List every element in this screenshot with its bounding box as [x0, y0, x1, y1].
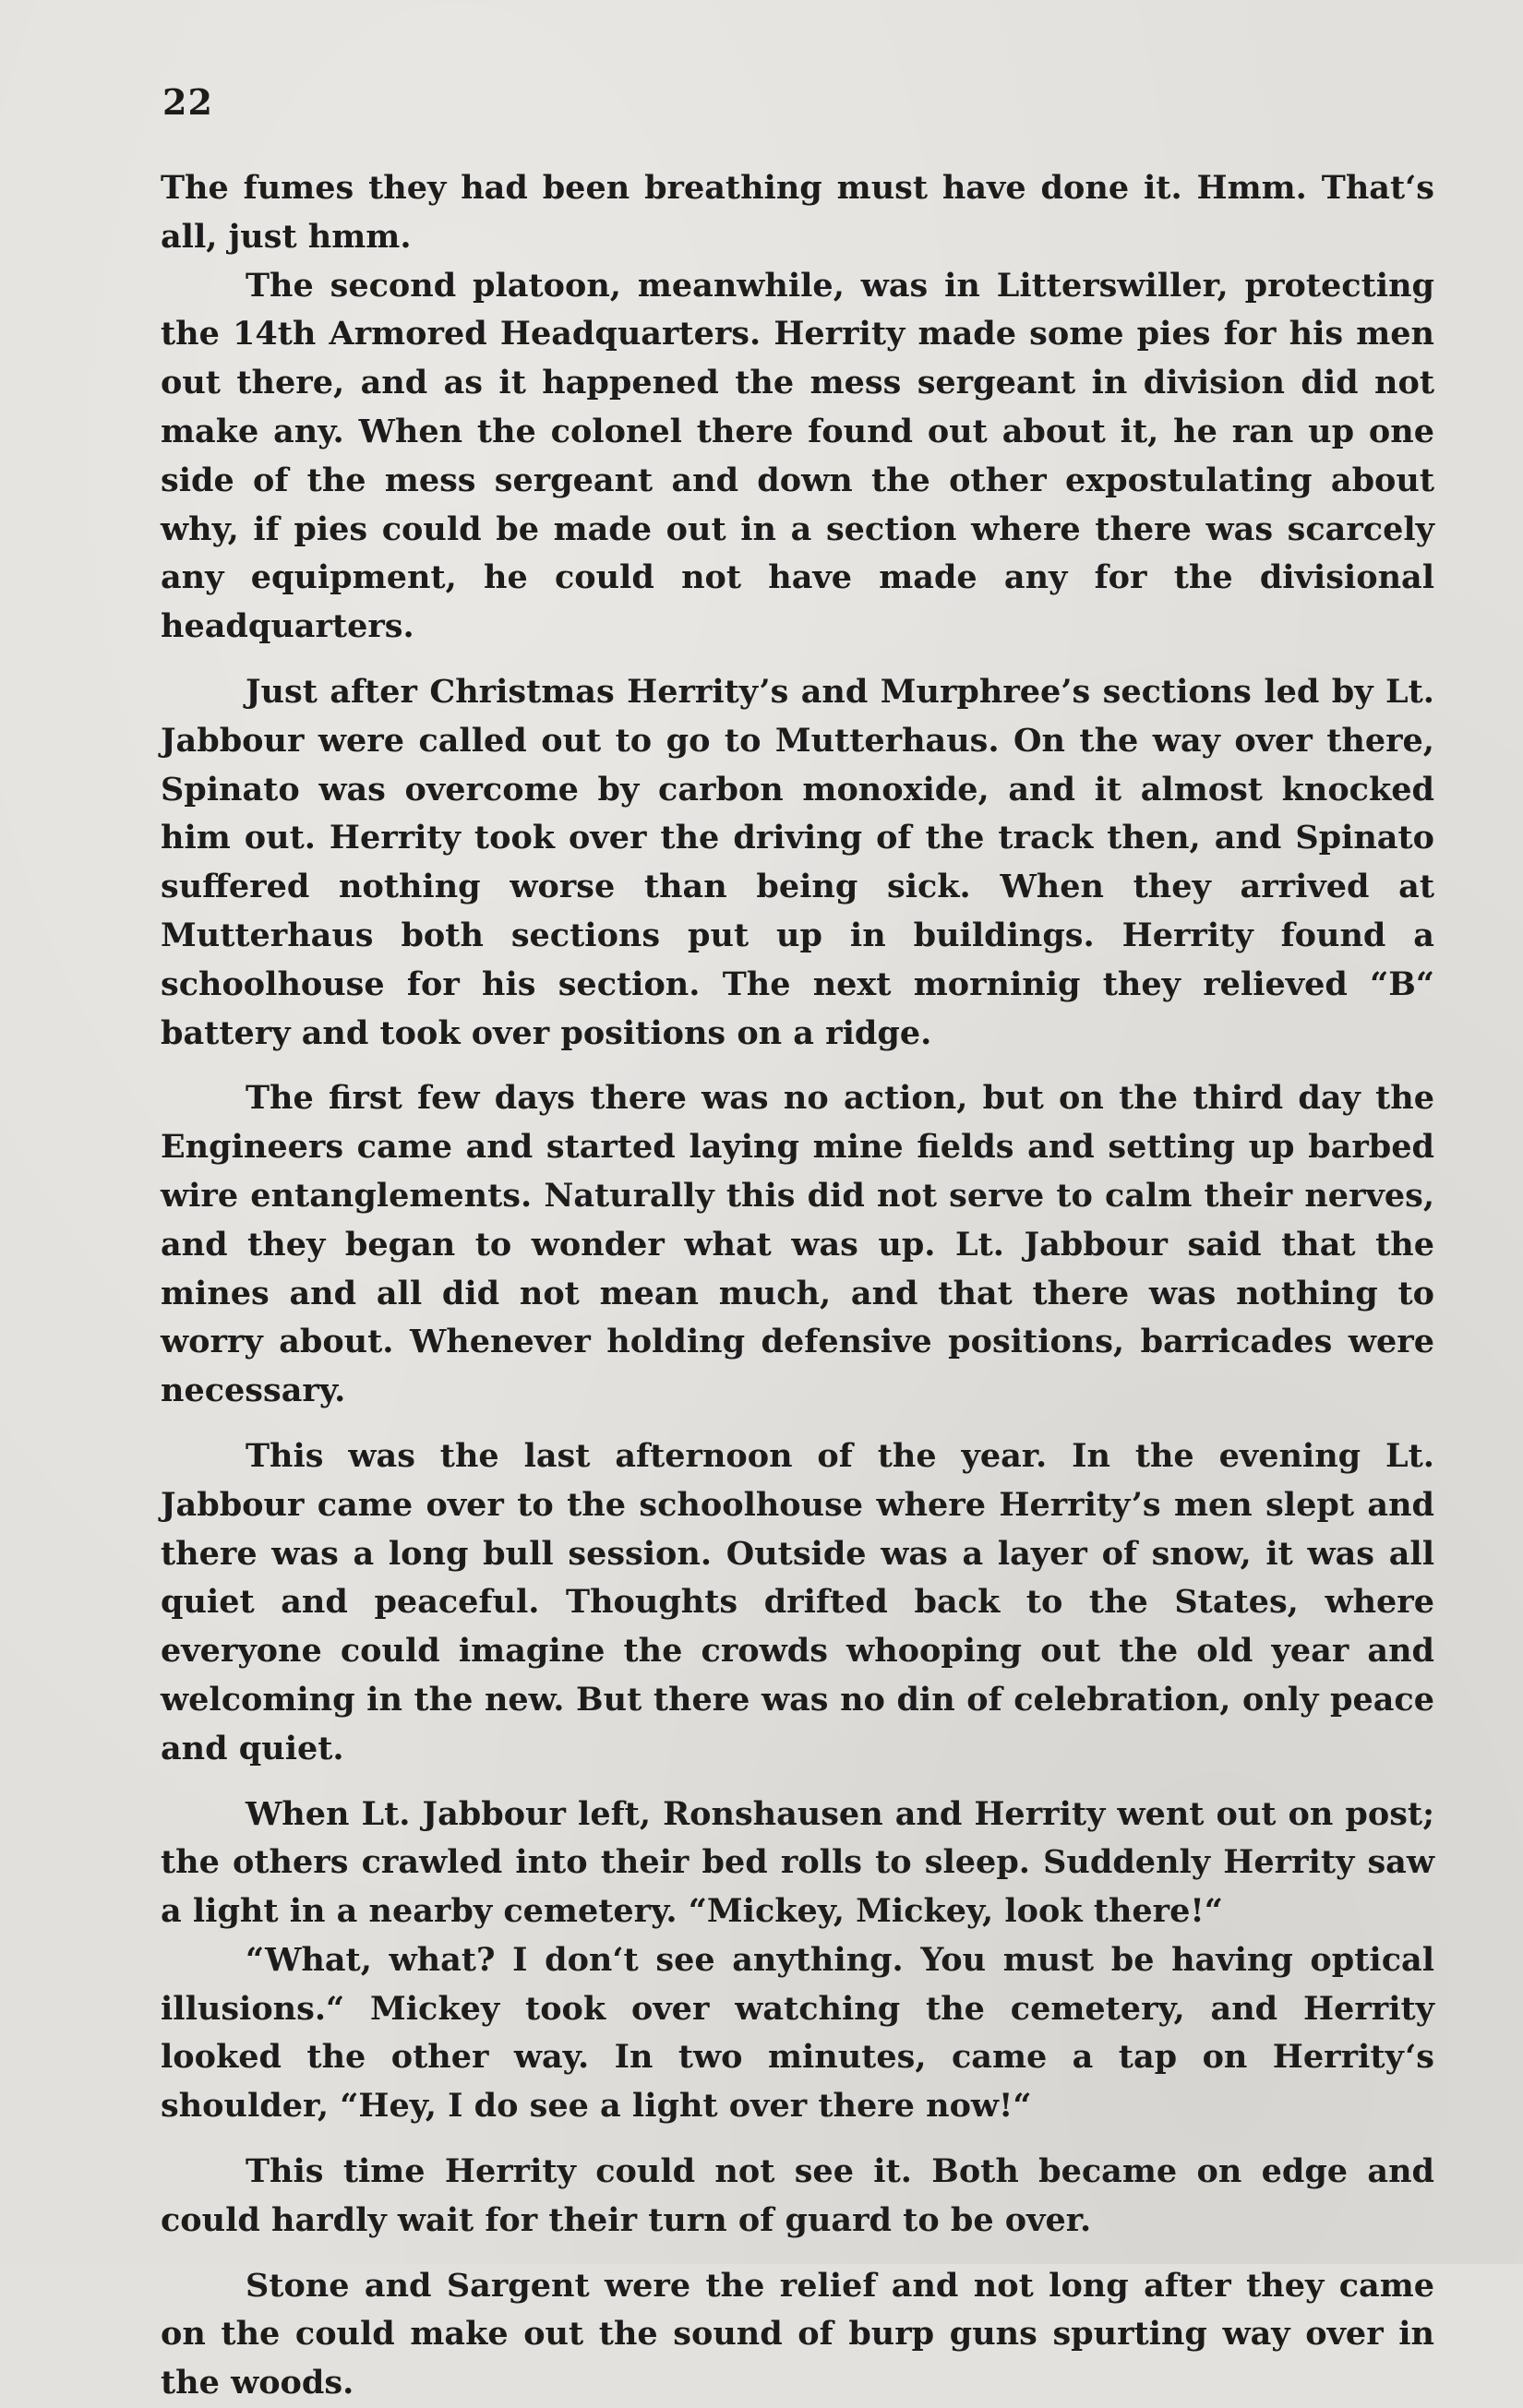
- body-text: [161, 164, 1434, 2408]
- paragraph-6: When Lt. Jabbour left, Ronshausen and Herrity went out on post; the others crawled into their bed rolls to sleep. Suddenly Herrity saw a light in a nearby cemetery. “Mickey, Mickey, look there!“: [161, 1794, 1434, 1931]
- paragraph-8: This time Herrity could not see it. Both became on edge and could hardly wait for their turn of guard to be over.: [161, 2152, 1434, 2239]
- paragraph-4: The first few days there was no action, but on the third day the Engineers came and started laying mine fields and setting up barbed wire entanglements. Naturally this did not serve to calm their nerves, and they began to wonder what was up. Lt. Jabbour said that the mines and all did not mean much, and that there was nothing to worry about. Whenever holding defensive positions, barricades were necessary.: [161, 1079, 1434, 1410]
- paragraph-7: “What, what? I don‘t see anything. You must be having optical illusions.“ Mickey took over watching the cemetery, and Herrity looked the other way. In two minutes, came a tap on Herrity‘s shoulder, “Hey, I do see a light over there now!“: [161, 1940, 1434, 2126]
- paragraph-2: The second platoon, meanwhile, was in Litterswiller, protecting the 14th Armored Headquarters. Herrity made some pies for his men out there, and as it happened the mess sergeant in division did not make any. When the colonel there found out about it, he ran up one side of the mess sergeant and down the other expostulating about why, if pies could be made out in a section where there was scarcely any equipment, he could not have made any for the divisional headquarters.: [161, 266, 1434, 646]
- paragraph-1: The fumes they had been breathing must have done it. Hmm. That‘s all, just hmm.: [161, 169, 1434, 256]
- paragraph-9: Stone and Sargent were the relief and not long after they came on the could make out the sound of burp guns spurting way over in the woods.: [161, 2266, 1434, 2402]
- page-number: 22: [162, 81, 213, 123]
- paragraph-3: Just after Christmas Herrity’s and Murphree’s sections led by Lt. Jabbour were called out to go to Mutterhaus. On the way over there, Spinato was overcome by carbon monoxide, and it almost knocked him out. Herrity took over the driving of the track then, and Spinato suffered nothing worse than being sick. When they arrived at Mutterhaus both sections put up in buildings. Herrity found a schoolhouse for his section. The next morninig they relieved “B“ battery and took over positions on a ridge.: [161, 672, 1434, 1052]
- paragraph-5: This was the last afternoon of the year. In the evening Lt. Jabbour came over to the schoolhouse where Herrity’s men slept and there was a long bull session. Outside was a layer of snow, it was all quiet and peaceful. Thoughts drifted back to the States, where everyone could imagine the crowds whooping out the old year and welcoming in the new. But there was no din of celebration, only peace and quiet.: [161, 1436, 1434, 1767]
